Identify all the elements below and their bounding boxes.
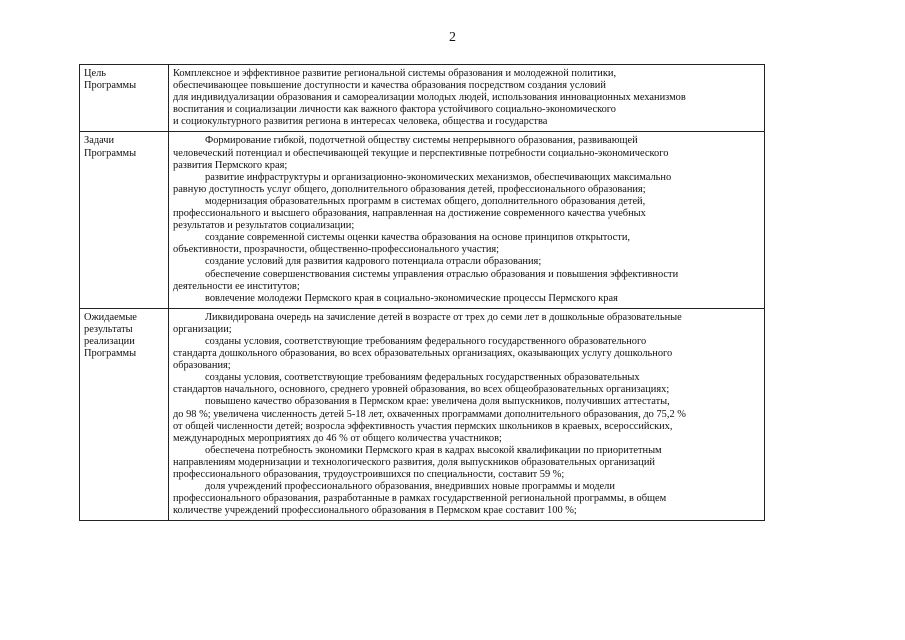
- paragraph: созданы условия, соответствующие требованиям федеральных государственных образовательных стандартов начального, основного, среднего уровней образования, во всех общеобразовательных организациях;: [173, 372, 670, 396]
- page-number: 2: [449, 30, 456, 45]
- paragraph: Формирование гибкой, подотчетной обществу системы непрерывного образования, развивающей человеческий потенциал и обеспечивающей текущие и перспективные потребности социально-экономического развития Пермского края;: [173, 135, 669, 171]
- paragraph: вовлечение молодежи Пермского края в социально-экономические процессы Пермского края: [205, 292, 618, 304]
- paragraph: Комплексное и эффективное развитие региональной системы образования и молодежной политики, обеспечивающее повышение доступности и качества образования посредством создания условий для индивидуализации образования и самореализации молодых людей, использования инновационных механизмов воспитания и социализации личности как важного фактора устойчивого социально-экономического и социокультурного развития региона в интересах человека, общества и государства: [173, 68, 686, 128]
- table-row-expected-results: [80, 308, 765, 521]
- paragraph: обеспечение совершенствования системы управления отраслью образования и повышения эффективности деятельности ее институтов;: [173, 268, 679, 292]
- row-content-expected-results: [169, 308, 765, 521]
- paragraph: создание современной системы оценки качества образования на основе принципов открытости, объективности, прозрачности, общественно-профессионального участия;: [173, 232, 630, 256]
- paragraph: доля учреждений профессионального образования, внедривших новые программы и модели профессионального образования, разработанные в рамках государственной региональной программы, в общем количестве учреждений профессионального образования в Пермском крае составит 100 %;: [173, 481, 667, 517]
- row-label-text: Задачи Программы: [84, 135, 137, 159]
- program-passport-table: [79, 64, 765, 521]
- paragraph: повышено качество образования в Пермском крае: увеличена доля выпускников, получивших аттестаты, до 98 %; увеличена численность детей 5-18 лет, охваченных программами дополнительного образования, до 75,2 % от общей численности детей; возросла эффективность участия пермских школьников в краевых, всероссийских, международных мероприятиях до 46 % от общего количества участников;: [173, 396, 686, 444]
- row-content-tasks: [169, 132, 765, 308]
- paragraph: модернизация образовательных программ в системах общего, дополнительного образования детей, профессионального и высшего образования, направленная на достижение современного качества учебных результатов и результатов социализации;: [173, 195, 646, 232]
- table-row-tasks: [80, 132, 765, 308]
- table-row-goal: [80, 65, 765, 132]
- row-label-goal: [80, 65, 169, 132]
- paragraph: развитие инфраструктуры и организационно-экономических механизмов, обеспечивающих максимально равную доступность услуг общего, дополнительного образования детей, профессионального образования;: [173, 171, 672, 195]
- row-label-expected-results: [80, 308, 169, 521]
- row-label-text: Ожидаемые результаты реализации Программы: [84, 311, 137, 360]
- paragraph: Ликвидирована очередь на зачисление детей в возрасте от трех до семи лет в дошкольные образовательные организации;: [173, 311, 682, 335]
- row-label-text: Цель Программы: [84, 68, 137, 92]
- paragraph: созданы условия, соответствующие требованиям федерального государственного образовательного стандарта дошкольного образования, во всех образовательных организациях, оказывающих услугу дошкольного образования;: [173, 335, 673, 372]
- row-content-goal: [169, 65, 765, 132]
- paragraph: обеспечена потребность экономики Пермского края в кадрах высокой квалификации по приоритетным направлениям модернизации и технологического развития, доля выпускников образовательных организаций профессионального образования, трудоустроившихся по специальности, составит 59 %;: [173, 444, 662, 480]
- paragraph: создание условий для развития кадрового потенциала отрасли образования;: [205, 256, 542, 268]
- row-label-tasks: [80, 132, 169, 308]
